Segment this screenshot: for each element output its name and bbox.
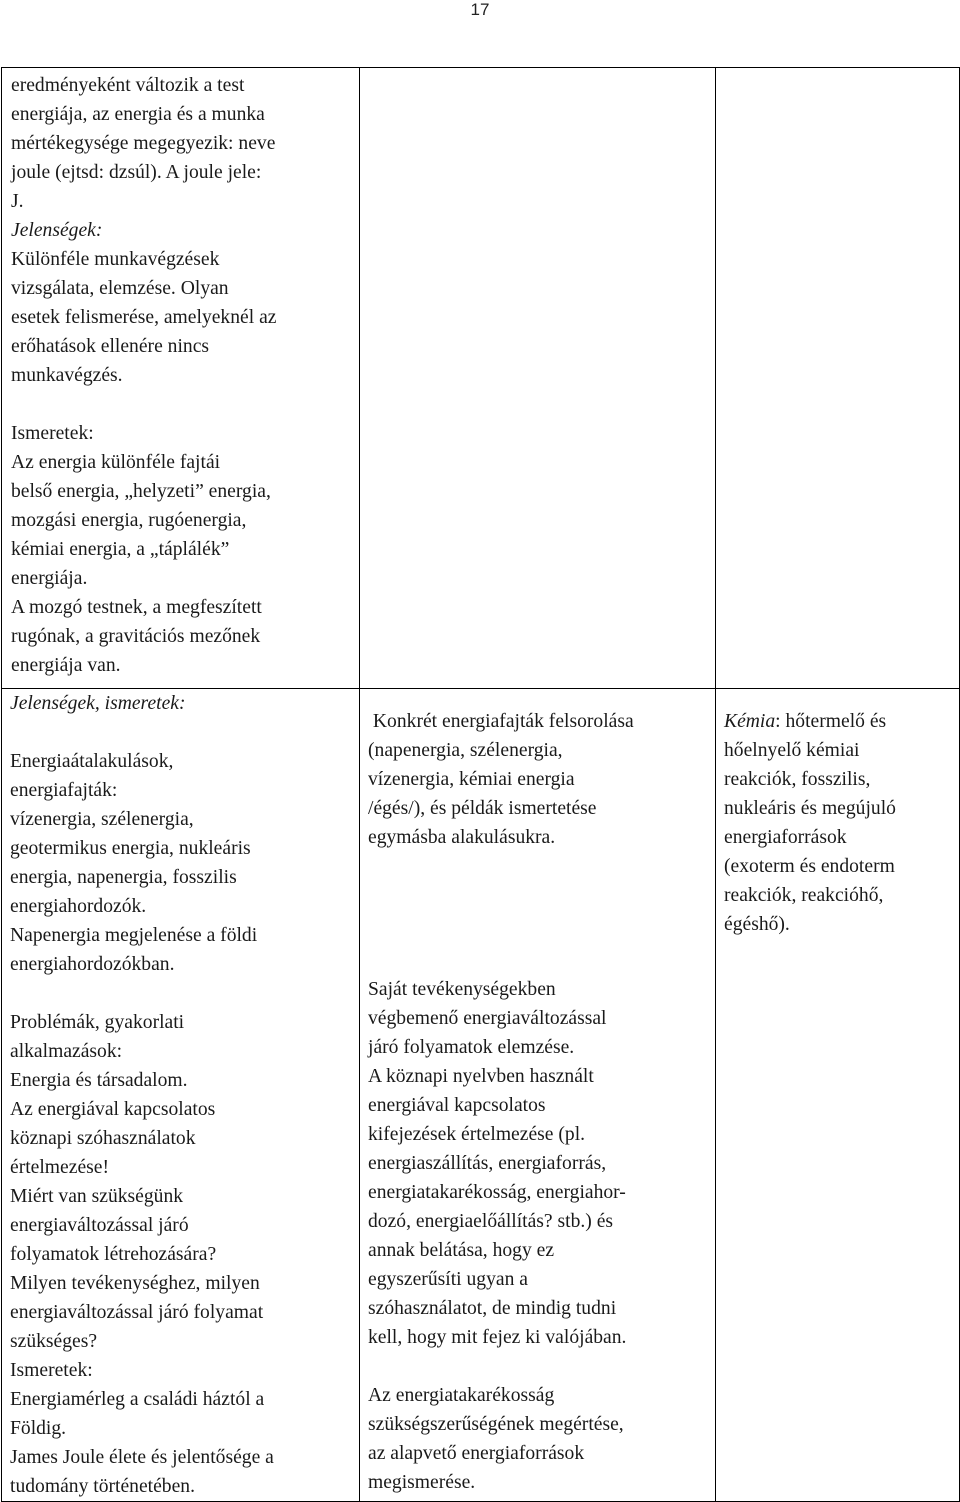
text-line: Miért van szükségünk — [10, 1186, 184, 1207]
text-line: energiája. — [11, 568, 88, 589]
text-line: energiahordozókban. — [10, 954, 175, 975]
text-line: nukleáris és megújuló — [724, 798, 896, 819]
text-line: energia, napenergia, fosszilis — [10, 867, 237, 888]
text-line: Az energia különféle fajtái — [11, 452, 221, 473]
text-line: annak belátása, hogy ez — [368, 1240, 555, 1261]
text-line — [724, 707, 953, 736]
cell-r1-c1-text — [2, 68, 359, 680]
text-line: hőelnyelő kémiai — [724, 740, 860, 761]
text-line: energiaváltozással járó — [10, 1215, 189, 1236]
page-number: 17 — [470, 0, 490, 19]
text-line: járó folyamatok elemzése. — [368, 1037, 575, 1058]
text-line: energiája, az energia és a munka — [11, 104, 265, 125]
cell-r2-c3-text — [716, 689, 959, 939]
text-line: égéshő). — [724, 914, 790, 935]
text-line: vízenergia, kémiai energia — [368, 769, 575, 790]
text-line: Az energiával kapcsolatos — [10, 1099, 216, 1120]
table-row — [2, 68, 960, 689]
text-line: energiaszállítás, energiaforrás, — [368, 1153, 607, 1174]
text-line: Különféle munkavégzések — [11, 249, 220, 270]
text-line: energiatakarékosság, energiahor- — [368, 1182, 626, 1203]
blank-line — [11, 390, 352, 419]
text-line: folyamatok létrehozására? — [10, 1244, 217, 1265]
text-line: reakciók, reakcióhő, — [724, 885, 884, 906]
text-line: geotermikus energia, nukleáris — [10, 838, 251, 859]
blank-line — [10, 979, 353, 1008]
text-line: energiafajták: — [10, 780, 118, 801]
text-line: (napenergia, szélenergia, — [368, 740, 563, 761]
cell-r2-c2-text — [360, 689, 715, 1497]
text-line: joule (ejtsd: dzsúl). A joule jele: — [11, 162, 262, 183]
text-line: alkalmazások: — [10, 1041, 123, 1062]
text-line: köznapi szóhasználatok — [10, 1128, 196, 1149]
text-line: az alapvető energiaforrások — [368, 1443, 585, 1464]
text-line: kémiai energia, a „táplálék” — [11, 539, 230, 560]
text-line: esetek felismerése, amelyeknél az — [11, 307, 277, 328]
text-line: tudomány történetében. — [10, 1476, 195, 1497]
text-line: értelmezése! — [10, 1157, 109, 1178]
text-line: A köznapi nyelvben használt — [368, 1066, 594, 1087]
text-line: reakciók, fosszilis, — [724, 769, 871, 790]
section-label-jelensegek-ismeretek: Jelenségek, ismeretek: — [10, 693, 186, 714]
table-row — [2, 689, 960, 1502]
text-line: Energiamérleg a családi háztól a — [10, 1389, 265, 1410]
text-line: Energiaátalakulások, — [10, 751, 174, 772]
text-line: mértékegysége megegyezik: neve — [11, 133, 276, 154]
text-line: energiával kapcsolatos — [368, 1095, 546, 1116]
text-line: egyszerűsíti ugyan a — [368, 1269, 528, 1290]
text-line: vizsgálata, elemzése. Olyan — [11, 278, 229, 299]
blank-line — [10, 718, 353, 747]
subject-kemia: Kémia — [724, 711, 776, 732]
text-line: A mozgó testnek, a megfeszített — [11, 597, 262, 618]
text-line: végbemenő energiaváltozással — [368, 1008, 607, 1029]
text-line: szükséges? — [10, 1331, 98, 1352]
text-line: James Joule élete és jelentősége a — [10, 1447, 274, 1468]
text-line: Konkrét energiafajták felsorolása — [368, 711, 634, 732]
text-line: Milyen tevékenységhez, milyen — [10, 1273, 260, 1294]
text-line: Napenergia megjelenése a földi — [10, 925, 258, 946]
cell-r1-c3 — [716, 68, 960, 689]
text-line: Energia és társadalom. — [10, 1070, 188, 1091]
spacer — [368, 852, 709, 975]
text-line: erőhatások ellenére nincs — [11, 336, 210, 357]
text-line: dozó, energiaelőállítás? stb.) és — [368, 1211, 614, 1232]
text-line: munkavégzés. — [11, 365, 123, 386]
text-line: /égés/), és példák ismertetése — [368, 798, 597, 819]
text-line: energiája van. — [11, 655, 121, 676]
text-line: energiahordozók. — [10, 896, 147, 917]
cell-r1-c1 — [2, 68, 360, 689]
section-label-jelensegek: Jelenségek: — [11, 220, 103, 241]
text-line: (exoterm és endoterm — [724, 856, 895, 877]
text-line: energiaforrások — [724, 827, 847, 848]
section-label-ismeretek: Ismeretek: — [10, 1360, 93, 1381]
cell-r2-c3 — [716, 689, 960, 1502]
text-line: Földig. — [10, 1418, 67, 1439]
text-line: kell, hogy mit fejez ki valójában. — [368, 1327, 627, 1348]
text-line: megismerése. — [368, 1472, 476, 1493]
curriculum-table — [1, 67, 960, 1502]
text-line: rugónak, a gravitációs mezőnek — [11, 626, 261, 647]
text-line: szóhasználatot, de mindig tudni — [368, 1298, 617, 1319]
text-line: eredményeként változik a test — [11, 75, 245, 96]
spacer — [368, 1352, 709, 1381]
section-label-ismeretek: Ismeretek: — [11, 423, 94, 444]
text-line: mozgási energia, rugóenergia, — [11, 510, 247, 531]
cell-r1-c2 — [360, 68, 716, 689]
text-line: belső energia, „helyzeti” energia, — [11, 481, 271, 502]
text-span: : hőtermelő és — [775, 711, 887, 732]
text-line: kifejezések értelmezése (pl. — [368, 1124, 586, 1145]
text-line: Saját tevékenységekben — [368, 979, 556, 1000]
text-line: Az energiatakarékosság — [368, 1385, 555, 1406]
text-line: szükségszerűségének megértése, — [368, 1414, 624, 1435]
cell-r2-c1-text — [2, 689, 359, 1501]
text-line: J. — [11, 191, 24, 212]
cell-r2-c1 — [2, 689, 360, 1502]
text-line: egymásba alakulásukra. — [368, 827, 556, 848]
text-line: vízenergia, szélenergia, — [10, 809, 194, 830]
section-label-problemak: Problémák, gyakorlati — [10, 1012, 185, 1033]
text-line: energiaváltozással járó folyamat — [10, 1302, 264, 1323]
cell-r2-c2 — [360, 689, 716, 1502]
